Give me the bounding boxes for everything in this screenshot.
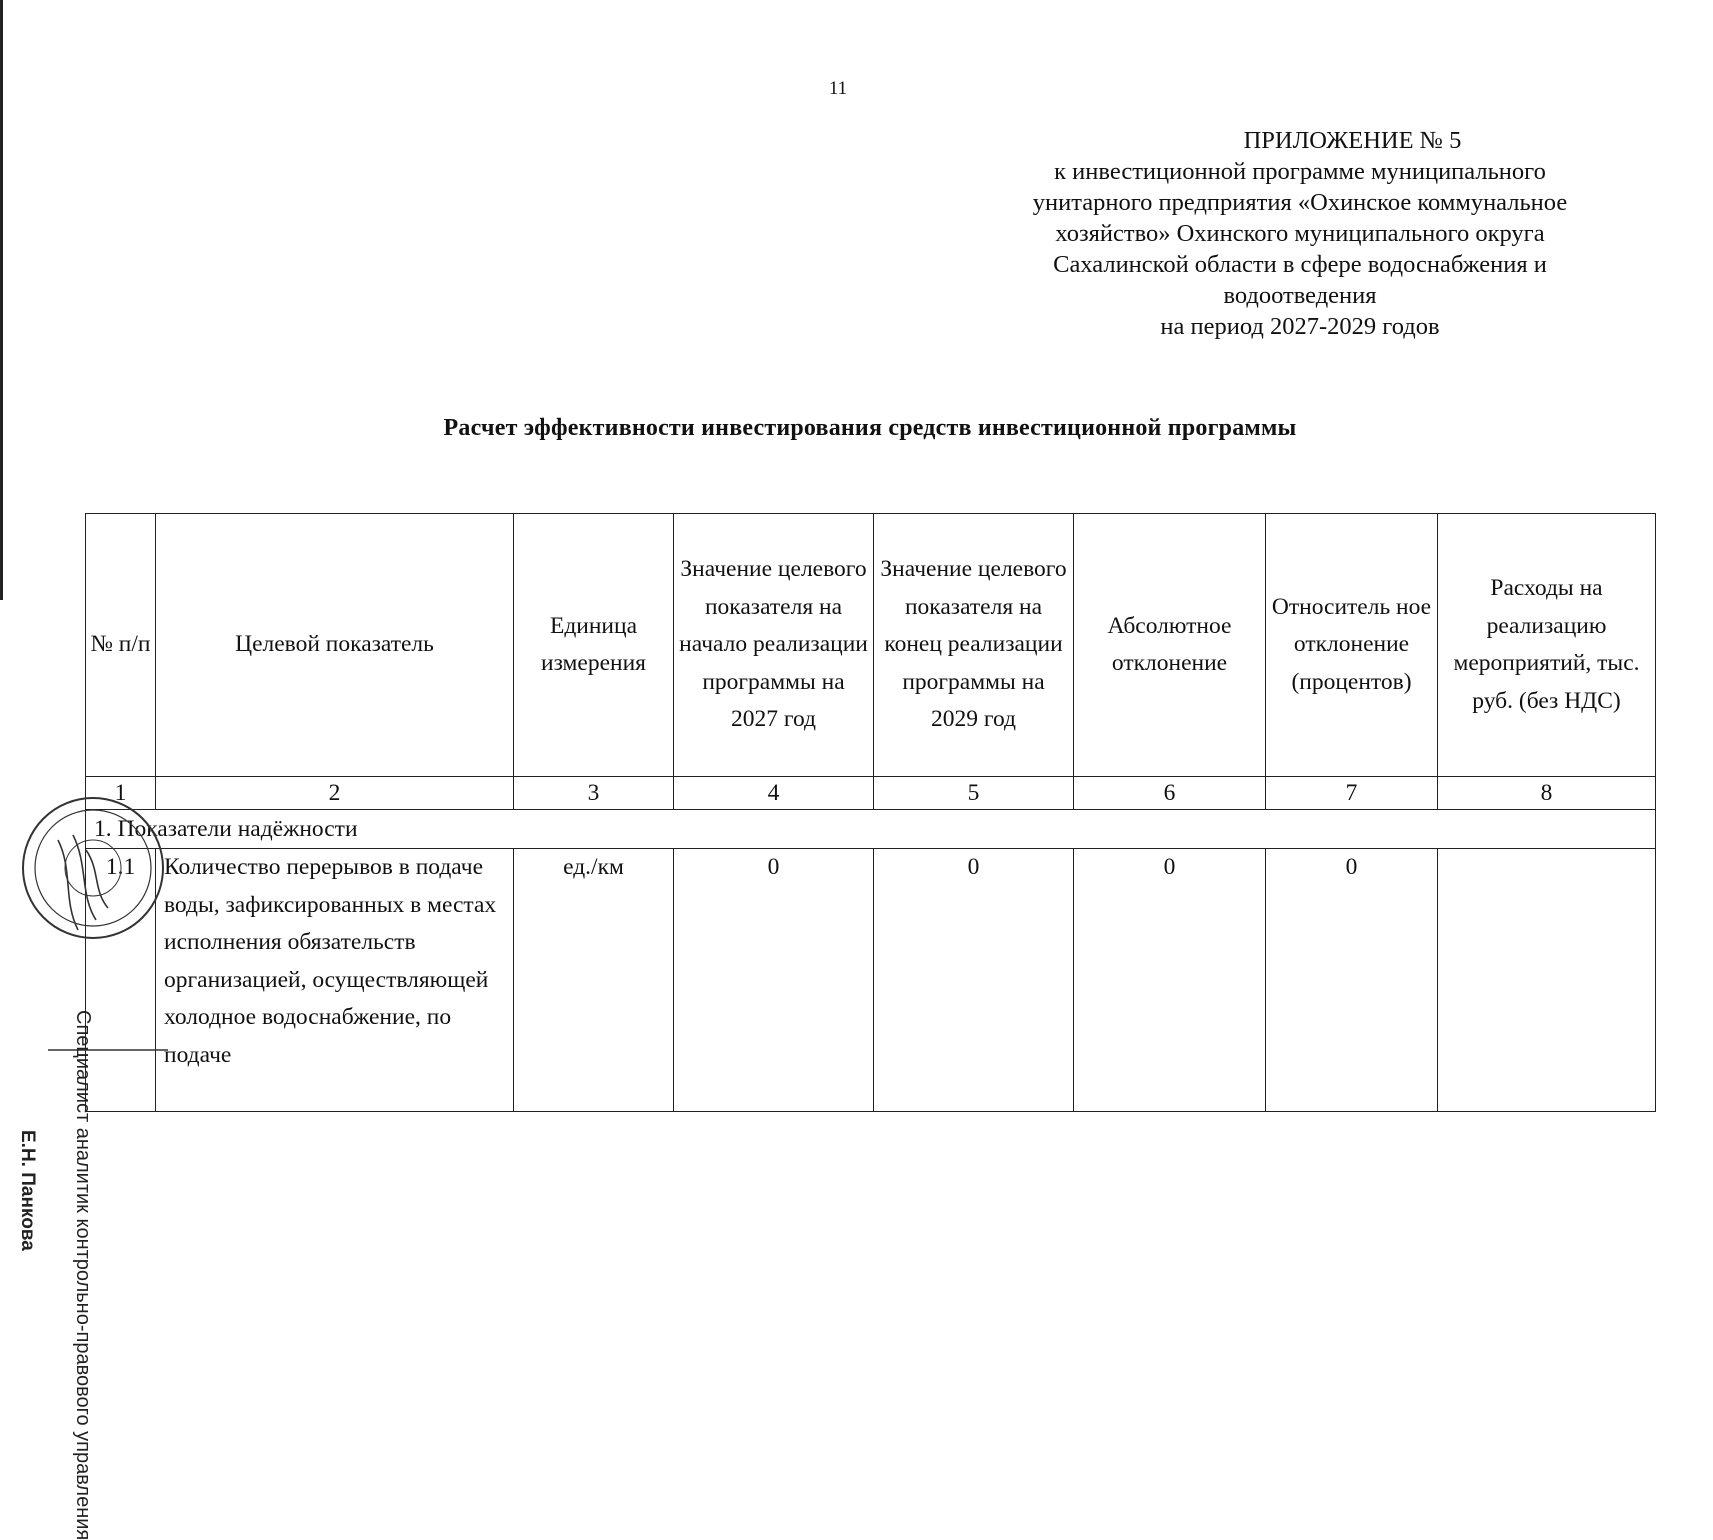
stamp-name-label: Е.Н. Панкова — [17, 1130, 38, 1251]
start-value-cell: 0 — [674, 849, 874, 1112]
abs-deviation-cell: 0 — [1074, 849, 1266, 1112]
column-number: 6 — [1074, 777, 1266, 810]
costs-cell — [1438, 849, 1656, 1112]
page-number: 11 — [828, 78, 848, 99]
header-cell: Расходы на реализацию мероприятий, тыс. руб. (без НДС) — [1438, 514, 1656, 777]
efficiency-table — [85, 513, 1656, 1112]
scan-edge — [0, 0, 3, 600]
appendix-heading: ПРИЛОЖЕНИЕ № 5 — [1243, 127, 1462, 154]
table-row — [86, 849, 1656, 1112]
seal-stamp-icon — [18, 780, 173, 1160]
column-number: 1 — [86, 777, 156, 810]
indicator-text: Количество перерывов в подаче воды, зафиксированных в местах исполнения обязательств организацией, осуществляющей холодное водоснабжение, по подаче — [156, 849, 514, 1112]
appendix-line: унитарного предприятия «Охинское коммунальное — [1032, 189, 1568, 216]
header-cell: Единица измерения — [514, 514, 674, 777]
table-header-row — [86, 514, 1656, 777]
appendix-line: Сахалинской области в сфере водоснабжения и — [1053, 251, 1547, 278]
header-cell: Абсолютное отклонение — [1074, 514, 1266, 777]
appendix-line: к инвестиционной программе муниципального — [1054, 158, 1546, 185]
appendix-line: хозяйство» Охинского муниципального округа — [1055, 220, 1545, 247]
header-cell: Относитель ное отклонение (процентов) — [1266, 514, 1438, 777]
header-cell: Значение целевого показателя на конец реализации программы на 2029 год — [874, 514, 1074, 777]
row-number: 1.1 — [86, 849, 156, 1112]
document-title: Расчет эффективности инвестирования средств инвестиционной программы — [443, 415, 1297, 441]
column-number: 7 — [1266, 777, 1438, 810]
appendix-line: на период 2027-2029 годов — [1160, 313, 1440, 340]
column-number: 8 — [1438, 777, 1656, 810]
rel-deviation-cell: 0 — [1266, 849, 1438, 1112]
end-value-cell: 0 — [874, 849, 1074, 1112]
column-number: 2 — [156, 777, 514, 810]
section-title: 1. Показатели надёжности — [86, 810, 1656, 849]
column-number: 5 — [874, 777, 1074, 810]
column-number-row — [86, 777, 1656, 810]
header-cell: № п/п — [86, 514, 156, 777]
header-cell: Целевой показатель — [156, 514, 514, 777]
unit-cell: ед./км — [514, 849, 674, 1112]
column-number: 3 — [514, 777, 674, 810]
stamp-position-label: Специалист аналитик контрольно-правового управления — [72, 1010, 94, 1540]
appendix-block — [930, 125, 1670, 342]
appendix-line: водоотведения — [1223, 282, 1377, 309]
header-cell: Значение целевого показателя на начало реализации программы на 2027 год — [674, 514, 874, 777]
section-row — [86, 810, 1656, 849]
column-number: 4 — [674, 777, 874, 810]
